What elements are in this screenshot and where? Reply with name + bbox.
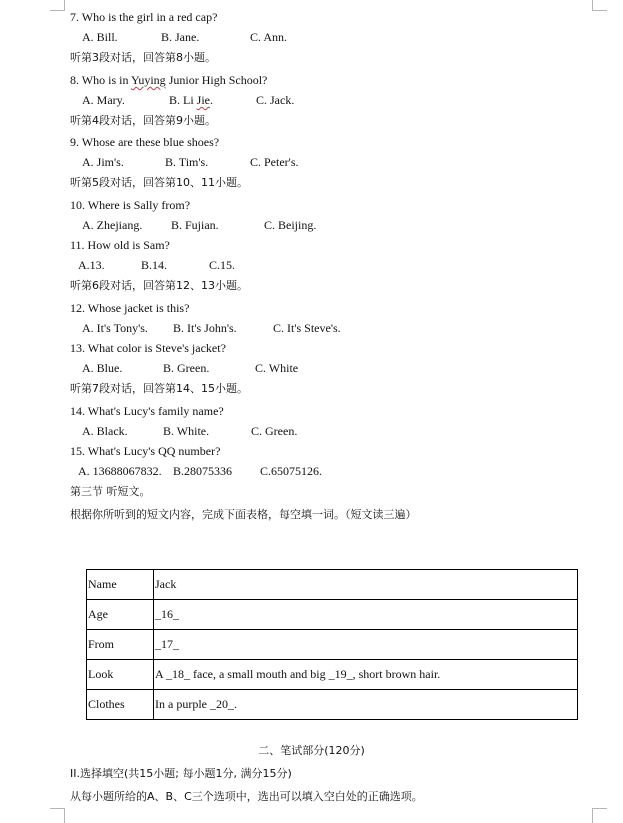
q9-option-b: B. Tim's. bbox=[165, 155, 209, 169]
written-part-heading: 二、笔试部分(120分) bbox=[258, 744, 365, 757]
q9-option-a: A. Jim's. bbox=[82, 155, 124, 169]
q12-option-a: A. It's Tony's. bbox=[82, 321, 148, 335]
part3-instruction: 根据你所听到的短文内容，完成下面表格，每空填一词。（短文读三遍） bbox=[70, 508, 417, 521]
table-row bbox=[87, 690, 578, 720]
q8-school-name: Yuying bbox=[131, 73, 166, 87]
q9-option-c: C. Peter's. bbox=[250, 155, 299, 169]
q12-option-c: C. It's Steve's. bbox=[273, 321, 341, 335]
q13-option-c: C. White bbox=[255, 361, 299, 375]
q8-option-b bbox=[169, 93, 213, 107]
table-row bbox=[87, 570, 578, 600]
section-5-instruction: 听第5段对话，回答第10、11小题。 bbox=[70, 176, 248, 189]
q11-option-c: C.15. bbox=[209, 258, 236, 272]
question-9: 9. Whose are these blue shoes? bbox=[70, 135, 220, 149]
q8-option-b-pre: B. Li bbox=[169, 93, 197, 107]
question-11: 11. How old is Sam? bbox=[70, 238, 170, 252]
q13-option-b: B. Green. bbox=[163, 361, 210, 375]
crop-mark-top-left bbox=[50, 0, 65, 11]
question-15: 15. What's Lucy's QQ number? bbox=[70, 444, 221, 458]
q11-option-a: A.13. bbox=[78, 258, 105, 272]
section-7-instruction: 听第7段对话，回答第14、15小题。 bbox=[70, 382, 248, 395]
question-14: 14. What's Lucy's family name? bbox=[70, 404, 224, 418]
table-value: Jack bbox=[154, 570, 578, 600]
table-key: From bbox=[87, 630, 154, 660]
written-instruction: 从每小题所给的A、B、C三个选项中，选出可以填入空白处的正确选项。 bbox=[70, 790, 423, 803]
table-key: Name bbox=[87, 570, 154, 600]
q8-option-c: C. Jack. bbox=[256, 93, 295, 107]
table-row bbox=[87, 600, 578, 630]
written-section-title: II.选择填空(共15小题; 每小题1分, 满分15分) bbox=[70, 767, 292, 780]
table-row bbox=[87, 660, 578, 690]
q13-option-a: A. Blue. bbox=[82, 361, 123, 375]
q14-option-c: C. Green. bbox=[251, 424, 298, 438]
q12-option-b: B. It's John's. bbox=[173, 321, 237, 335]
q7-option-a: A. Bill. bbox=[82, 30, 118, 44]
section-4-instruction: 听第4段对话，回答第9小题。 bbox=[70, 114, 216, 127]
table-value: _16_ bbox=[154, 600, 578, 630]
table-value: In a purple _20_. bbox=[154, 690, 578, 720]
q14-option-b: B. White. bbox=[163, 424, 210, 438]
table-value: A _18_ face, a small mouth and big _19_, short brown hair. bbox=[154, 660, 578, 690]
q15-option-a: A. 13688067832. bbox=[78, 464, 162, 478]
part3-title: 第三节 听短文。 bbox=[70, 485, 151, 498]
question-10: 10. Where is Sally from? bbox=[70, 198, 191, 212]
q8-pre: 8. Who is in bbox=[70, 73, 132, 87]
q8-option-b-post: . bbox=[210, 93, 214, 107]
q10-option-b: B. Fujian. bbox=[171, 218, 219, 232]
info-table bbox=[86, 569, 578, 720]
crop-mark-top-right bbox=[592, 0, 607, 11]
table-row bbox=[87, 630, 578, 660]
table-key: Look bbox=[87, 660, 154, 690]
q11-option-b: B.14. bbox=[141, 258, 168, 272]
q7-option-c: C. Ann. bbox=[250, 30, 288, 44]
q7-option-b: B. Jane. bbox=[161, 30, 200, 44]
section-3-instruction: 听第3段对话，回答第8小题。 bbox=[70, 51, 216, 64]
table-key: Age bbox=[87, 600, 154, 630]
table-value: _17_ bbox=[154, 630, 578, 660]
q14-option-a: A. Black. bbox=[82, 424, 128, 438]
question-12: 12. Whose jacket is this? bbox=[70, 301, 190, 315]
q8-option-a: A. Mary. bbox=[82, 93, 125, 107]
q15-option-b: B.28075336 bbox=[173, 464, 233, 478]
q8-post: Junior High School? bbox=[165, 73, 268, 87]
q8-option-b-name: Jie bbox=[196, 93, 211, 107]
question-8 bbox=[70, 73, 267, 87]
table-key: Clothes bbox=[87, 690, 154, 720]
section-6-instruction: 听第6段对话，回答第12、13小题。 bbox=[70, 279, 248, 292]
question-13: 13. What color is Steve's jacket? bbox=[70, 341, 226, 355]
q10-option-c: C. Beijing. bbox=[264, 218, 317, 232]
q10-option-a: A. Zhejiang. bbox=[82, 218, 143, 232]
q15-option-c: C.65075126. bbox=[260, 464, 323, 478]
question-7: 7. Who is the girl in a red cap? bbox=[70, 10, 218, 24]
